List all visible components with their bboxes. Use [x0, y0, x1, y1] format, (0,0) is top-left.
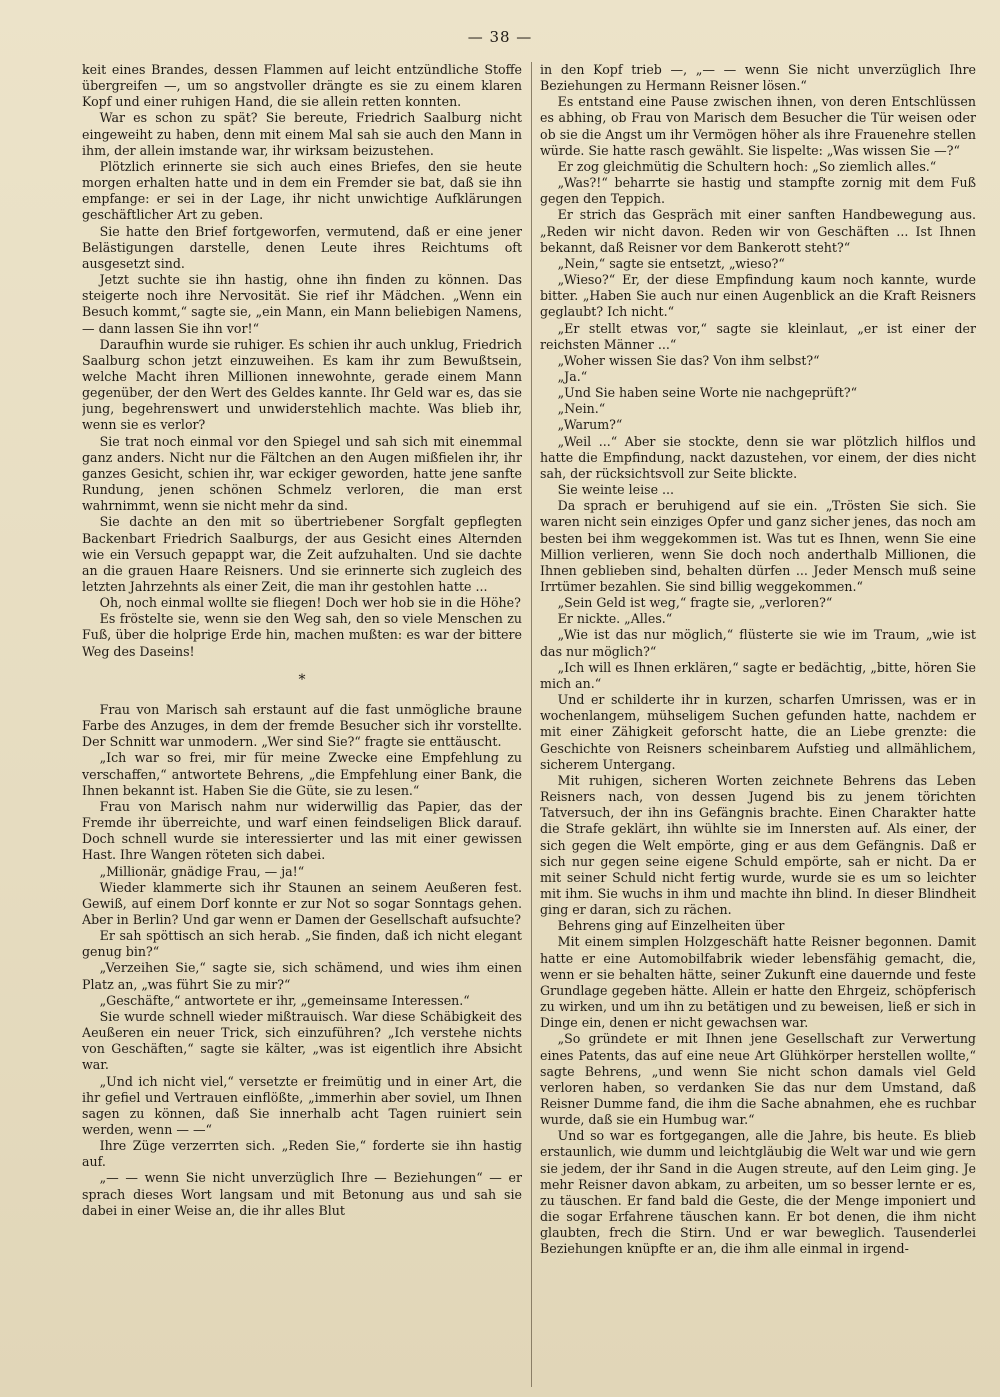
paragraph: „Sein Geld ist weg,“ fragte sie, „verloren?“ — [557, 595, 833, 611]
paragraph: „Nein.“ — [557, 401, 606, 417]
section-separator: * — [298, 671, 306, 688]
page-number: — 38 — — [467, 28, 533, 46]
paragraph: Es fröstelte sie, wenn sie den Weg sah, den so viele Menschen zu Fuß, über die holprige Erde hin, machen mußten: es war der bittere Weg des Daseins! — [82, 611, 522, 659]
paragraph: „Ich will es Ihnen erklären,“ sagte er bedächtig, „bitte, hören Sie mich an.“ — [540, 659, 976, 691]
paragraph: Sie dachte an den mit so übertriebener Sorgfalt gepflegten Backenbart Friedrich Saalburgs, der aus Gesicht eines Alternden wie ein Versuch gepappt war, die Zeit aufzuhalten. Und sie dachte an die grauen Haare Reisners. Und sie erinnerte sich zugleich des letzten Jahrzehnts als einer Zeit, die man ihr gestohlen hatte ... — [82, 514, 522, 594]
paragraph: Sie weinte leise ... — [557, 482, 675, 498]
paragraph: „Ja.“ — [557, 368, 588, 384]
paragraph: Sie hatte den Brief fortgeworfen, vermutend, daß er eine jener Belästigungen darstelle, denen Leute ihres Reichtums oft ausgesetzt sind. — [82, 223, 522, 271]
paragraph: Und er schilderte ihr in kurzen, scharfen Umrissen, was er in wochenlangem, mühseligem Suchen gefunden hatte, nachdem er mit einer Zähigkeit geforscht hatte, die an Liebe grenzte: die Geschichte von Reisners scheinbarem Aufstieg und allmählichem, sicherem Untergang. — [540, 692, 976, 772]
paragraph: Jetzt suchte sie ihn hastig, ohne ihn finden zu können. Das steigerte noch ihre Nervosität. Sie rief ihr Mädchen. „Wenn ein Besuch kommt,“ sagte sie, „ein Mann, ein Mann beliebigen Namens, — dann lassen Sie ihn vor!“ — [82, 272, 522, 336]
paragraph: Oh, noch einmal wollte sie fliegen! Doch wer hob sie in die Höhe? — [99, 595, 521, 611]
paragraph: „Und Sie haben seine Worte nie nachgeprüft?“ — [557, 385, 858, 401]
paragraph: „Wie ist das nur möglich,“ flüsterte sie wie im Traum, „wie ist das nur möglich?“ — [540, 627, 976, 659]
column-divider — [531, 62, 532, 1387]
paragraph: „Weil ...“ Aber sie stockte, denn sie war plötzlich hilflos und hatte die Empfindung, nackt dazustehen, vor einem, der dies nicht sah, der rücksichtsvoll zur Seite blickte. — [540, 433, 976, 481]
paragraph: „Warum?“ — [557, 417, 623, 433]
paragraph: Frau von Marisch sah erstaunt auf die fast unmögliche braune Farbe des Anzuges, in dem der fremde Besucher sich ihr vorstellte. Der Schnitt war unmodern. „Wer sind Sie?“ fragte sie enttäuscht. — [82, 701, 522, 750]
paragraph: „— — wenn Sie nicht unverzüglich Ihre — Beziehungen“ — er sprach dieses Wort langsam und mit Betonung aus und sah sie dabei in einer Weise an, die ihr alles Blut — [82, 1170, 522, 1218]
paragraph: „Wieso?“ Er, der diese Empfindung kaum noch kannte, wurde bitter. „Haben Sie auch nur einen Augenblick an die Kraft Reisners geglaubt? Ich nicht.“ — [540, 272, 976, 320]
paragraph: „Verzeihen Sie,“ sagte sie, sich schämend, und wies ihm einen Platz an, „was führt Sie zu mir?“ — [82, 960, 522, 992]
paragraph: keit eines Brandes, dessen Flammen auf leicht entzündliche Stoffe übergreifen —, um so angstvoller drängte es sie zu einem klaren Kopf und einer ruhigen Hand, die sie allein retten konnten. — [82, 62, 522, 110]
paragraph: Es entstand eine Pause zwischen ihnen, von deren Entschlüssen es abhing, ob Frau von Marisch dem Besucher die Tür weisen oder ob sie die Angst um ihr Vermögen höher als ihre Frauenehre stellen würde. Sie hatte rasch gewählt. Sie lispelte: „Was wissen Sie —?“ — [540, 94, 976, 158]
left-column — [82, 62, 522, 1387]
paragraph: Er zog gleichmütig die Schultern hoch: „So ziemlich alles.“ — [557, 158, 937, 174]
paragraph: Daraufhin wurde sie ruhiger. Es schien ihr auch unklug, Friedrich Saalburg schon jetzt einzuweihen. Es kam ihr zum Bewußtsein, welche Macht ihren Millionen innewohnte, gerade einem Mann gegenüber, der den Wert des Geldes kannte. Ihr Geld war es, das sie jung, begehrenswert und unwiderstehlich machte. Was blieb ihr, wenn sie es verlor? — [82, 336, 522, 433]
paragraph: „Was?!“ beharrte sie hastig und stampfte zornig mit dem Fuß gegen den Teppich. — [540, 175, 976, 207]
paragraph: Frau von Marisch nahm nur widerwillig das Papier, das der Fremde ihr überreichte, und warf einen feindseligen Blick darauf. Doch schnell wurde sie interessierter und las mit einer gewissen Hast. Ihre Wangen röteten sich dabei. — [82, 798, 522, 863]
right-column — [540, 62, 976, 1387]
paragraph: Sie trat noch einmal vor den Spiegel und sah sich mit einemmal ganz anders. Nicht nur die Fältchen an den Augen mißfielen ihr, ihr ganzes Gesicht, schien ihr, war eckiger geworden, hatte jene sanfte Rundung, jenen schönen Schmelz verloren, die man erst wahrnimmt, wenn sie nicht mehr da sind. — [82, 433, 522, 514]
paragraph: „Und ich nicht viel,“ versetzte er freimütig und in einer Art, die ihr gefiel und Vertrauen einflößte, „immerhin aber soviel, um Ihnen sagen zu können, daß Sie innerhalb acht Tagen ruiniert sein werden, wenn — —“ — [82, 1073, 522, 1137]
paragraph: „Woher wissen Sie das? Von ihm selbst?“ — [557, 352, 820, 368]
paragraph: „Geschäfte,“ antwortete er ihr, „gemeinsame Interessen.“ — [99, 992, 470, 1008]
paragraph: „Er stellt etwas vor,“ sagte sie kleinlaut, „er ist einer der reichsten Männer ...“ — [540, 320, 976, 352]
paragraph: „Nein,“ sagte sie entsetzt, „wieso?“ — [557, 255, 785, 271]
paragraph: Behrens ging auf Einzelheiten über — [557, 918, 785, 934]
paragraph: „Millionär, gnädige Frau, — ja!“ — [99, 863, 305, 879]
paragraph: War es schon zu spät? Sie bereute, Friedrich Saalburg nicht eingeweiht zu haben, denn mit einem Mal sah sie auch den Mann in ihm, der allein imstande war, ihr wirksam beizustehen. — [82, 110, 522, 158]
paragraph: Wieder klammerte sich ihr Staunen an seinem Aeußeren fest. Gewiß, auf einem Dorf konnte er zur Not so sogar Sonntags gehen. Aber in Berlin? Und gar wenn er Damen der Gesellschaft aufsuchte? — [82, 879, 522, 927]
paragraph: Ihre Züge verzerrten sich. „Reden Sie,“ forderte sie ihn hastig auf. — [82, 1138, 522, 1170]
paragraph: Sie wurde schnell wieder mißtrauisch. War diese Schäbigkeit des Aeußeren ein neuer Trick, sich einzuführen? „Ich verstehe nichts von Geschäften,“ sagte sie kälter, „was ist eigentlich ihre Absicht war. — [82, 1008, 522, 1073]
paragraph: Mit einem simplen Holzgeschäft hatte Reisner begonnen. Damit hatte er eine Automobilfabrik wieder lebensfähig gemacht, die, wenn er sie behalten hätte, seiner Zukunft eine dauernde und feste Grundlage gegeben hätte. Allein er hatte den Ehrgeiz, schöpferisch zu wirken, und um ihn zu betätigen und zu beweisen, ließ er sich in Dinge ein, denen er nicht gewachsen war. — [540, 934, 976, 1031]
paragraph: Er sah spöttisch an sich herab. „Sie finden, daß ich nicht elegant genug bin?“ — [82, 928, 522, 960]
paragraph: Er strich das Gespräch mit einer sanften Handbewegung aus. „Reden wir nicht davon. Reden wir von Geschäften ... Ist Ihnen bekannt, daß Reisner vor dem Bankerott steht?“ — [540, 207, 976, 255]
paragraph: „Ich war so frei, mir für meine Zwecke eine Empfehlung zu verschaffen,“ antwortete Behrens, „die Empfehlung einer Bank, die Ihnen bekannt ist. Haben Sie die Güte, sie zu lesen.“ — [82, 750, 522, 798]
paragraph: Plötzlich erinnerte sie sich auch eines Briefes, den sie heute morgen erhalten hatte und in dem ein Fremder sie bat, daß sie ihn empfange: er sei in der Lage, ihr nicht unwichtige Aufklärungen geschäftlicher Art zu geben. — [82, 158, 522, 223]
paragraph: Mit ruhigen, sicheren Worten zeichnete Behrens das Leben Reisners nach, von dessen Jugend bis zu jenem törichten Tatversuch, der ihn ins Gefängnis brachte. Einen Charakter hatte die Strafe geklärt, ihn wühlte sie im Innersten auf. Als einer, der sich gegen die Welt empörte, ging er aus dem Gefängnis. Daß er sich nur gegen seine eigene Schuld empörte, sah er nicht. Da er mit seiner Schuld nicht fertig wurde, wurde sie es um so leichter mit ihm. Sie wuchs in ihm und machte ihn blind. In dieser Blindheit ging er daran, sich zu rächen. — [540, 772, 976, 918]
paragraph: „So gründete er mit Ihnen jene Gesellschaft zur Verwertung eines Patents, das auf eine neue Art Glühkörper herstellen wollte,“ sagte Behrens, „und wenn Sie nicht schon damals viel Geld verloren haben, so verdanken Sie das nur dem Umstand, daß Reisner Dumme fand, die ihm die Sache abnahmen, ehe es ruchbar wurde, daß sie ein Humbug war.“ — [540, 1031, 976, 1128]
paragraph: Da sprach er beruhigend auf sie ein. „Trösten Sie sich. Sie waren nicht sein einziges Opfer und ganz sicher jenes, das noch am besten bei ihm weggekommen ist. Was tut es Ihnen, wenn Sie eine Million verlieren, wenn Sie doch noch anderthalb Millionen, die Ihnen geblieben sind, behalten dürfen ... Jeder Mensch muß seine Irrtümer bezahlen. Sie sind billig weggekommen.“ — [540, 498, 976, 594]
paragraph: in den Kopf trieb —, „— — wenn Sie nicht unverzüglich Ihre Beziehungen zu Hermann Reisner lösen.“ — [540, 62, 976, 94]
paragraph: Und so war es fortgegangen, alle die Jahre, bis heute. Es blieb erstaunlich, wie dumm und leichtgläubig die Welt war und wie gern sie jedem, der ihr Sand in die Augen streute, auf den Leim ging. Je mehr Reisner davon abkam, zu arbeiten, um so besser lernte er es, zu täuschen. Er fand bald die Geste, die der Menge imponiert und die sogar Erfahrene täuschen kann. Er bot denen, die ihm nicht glaubten, frech die Stirn. Und er war beweglich. Tausenderlei Beziehungen knüpfte er an, die ihm alle einmal in irgend- — [540, 1128, 976, 1257]
paragraph: Er nickte. „Alles.“ — [557, 611, 673, 627]
